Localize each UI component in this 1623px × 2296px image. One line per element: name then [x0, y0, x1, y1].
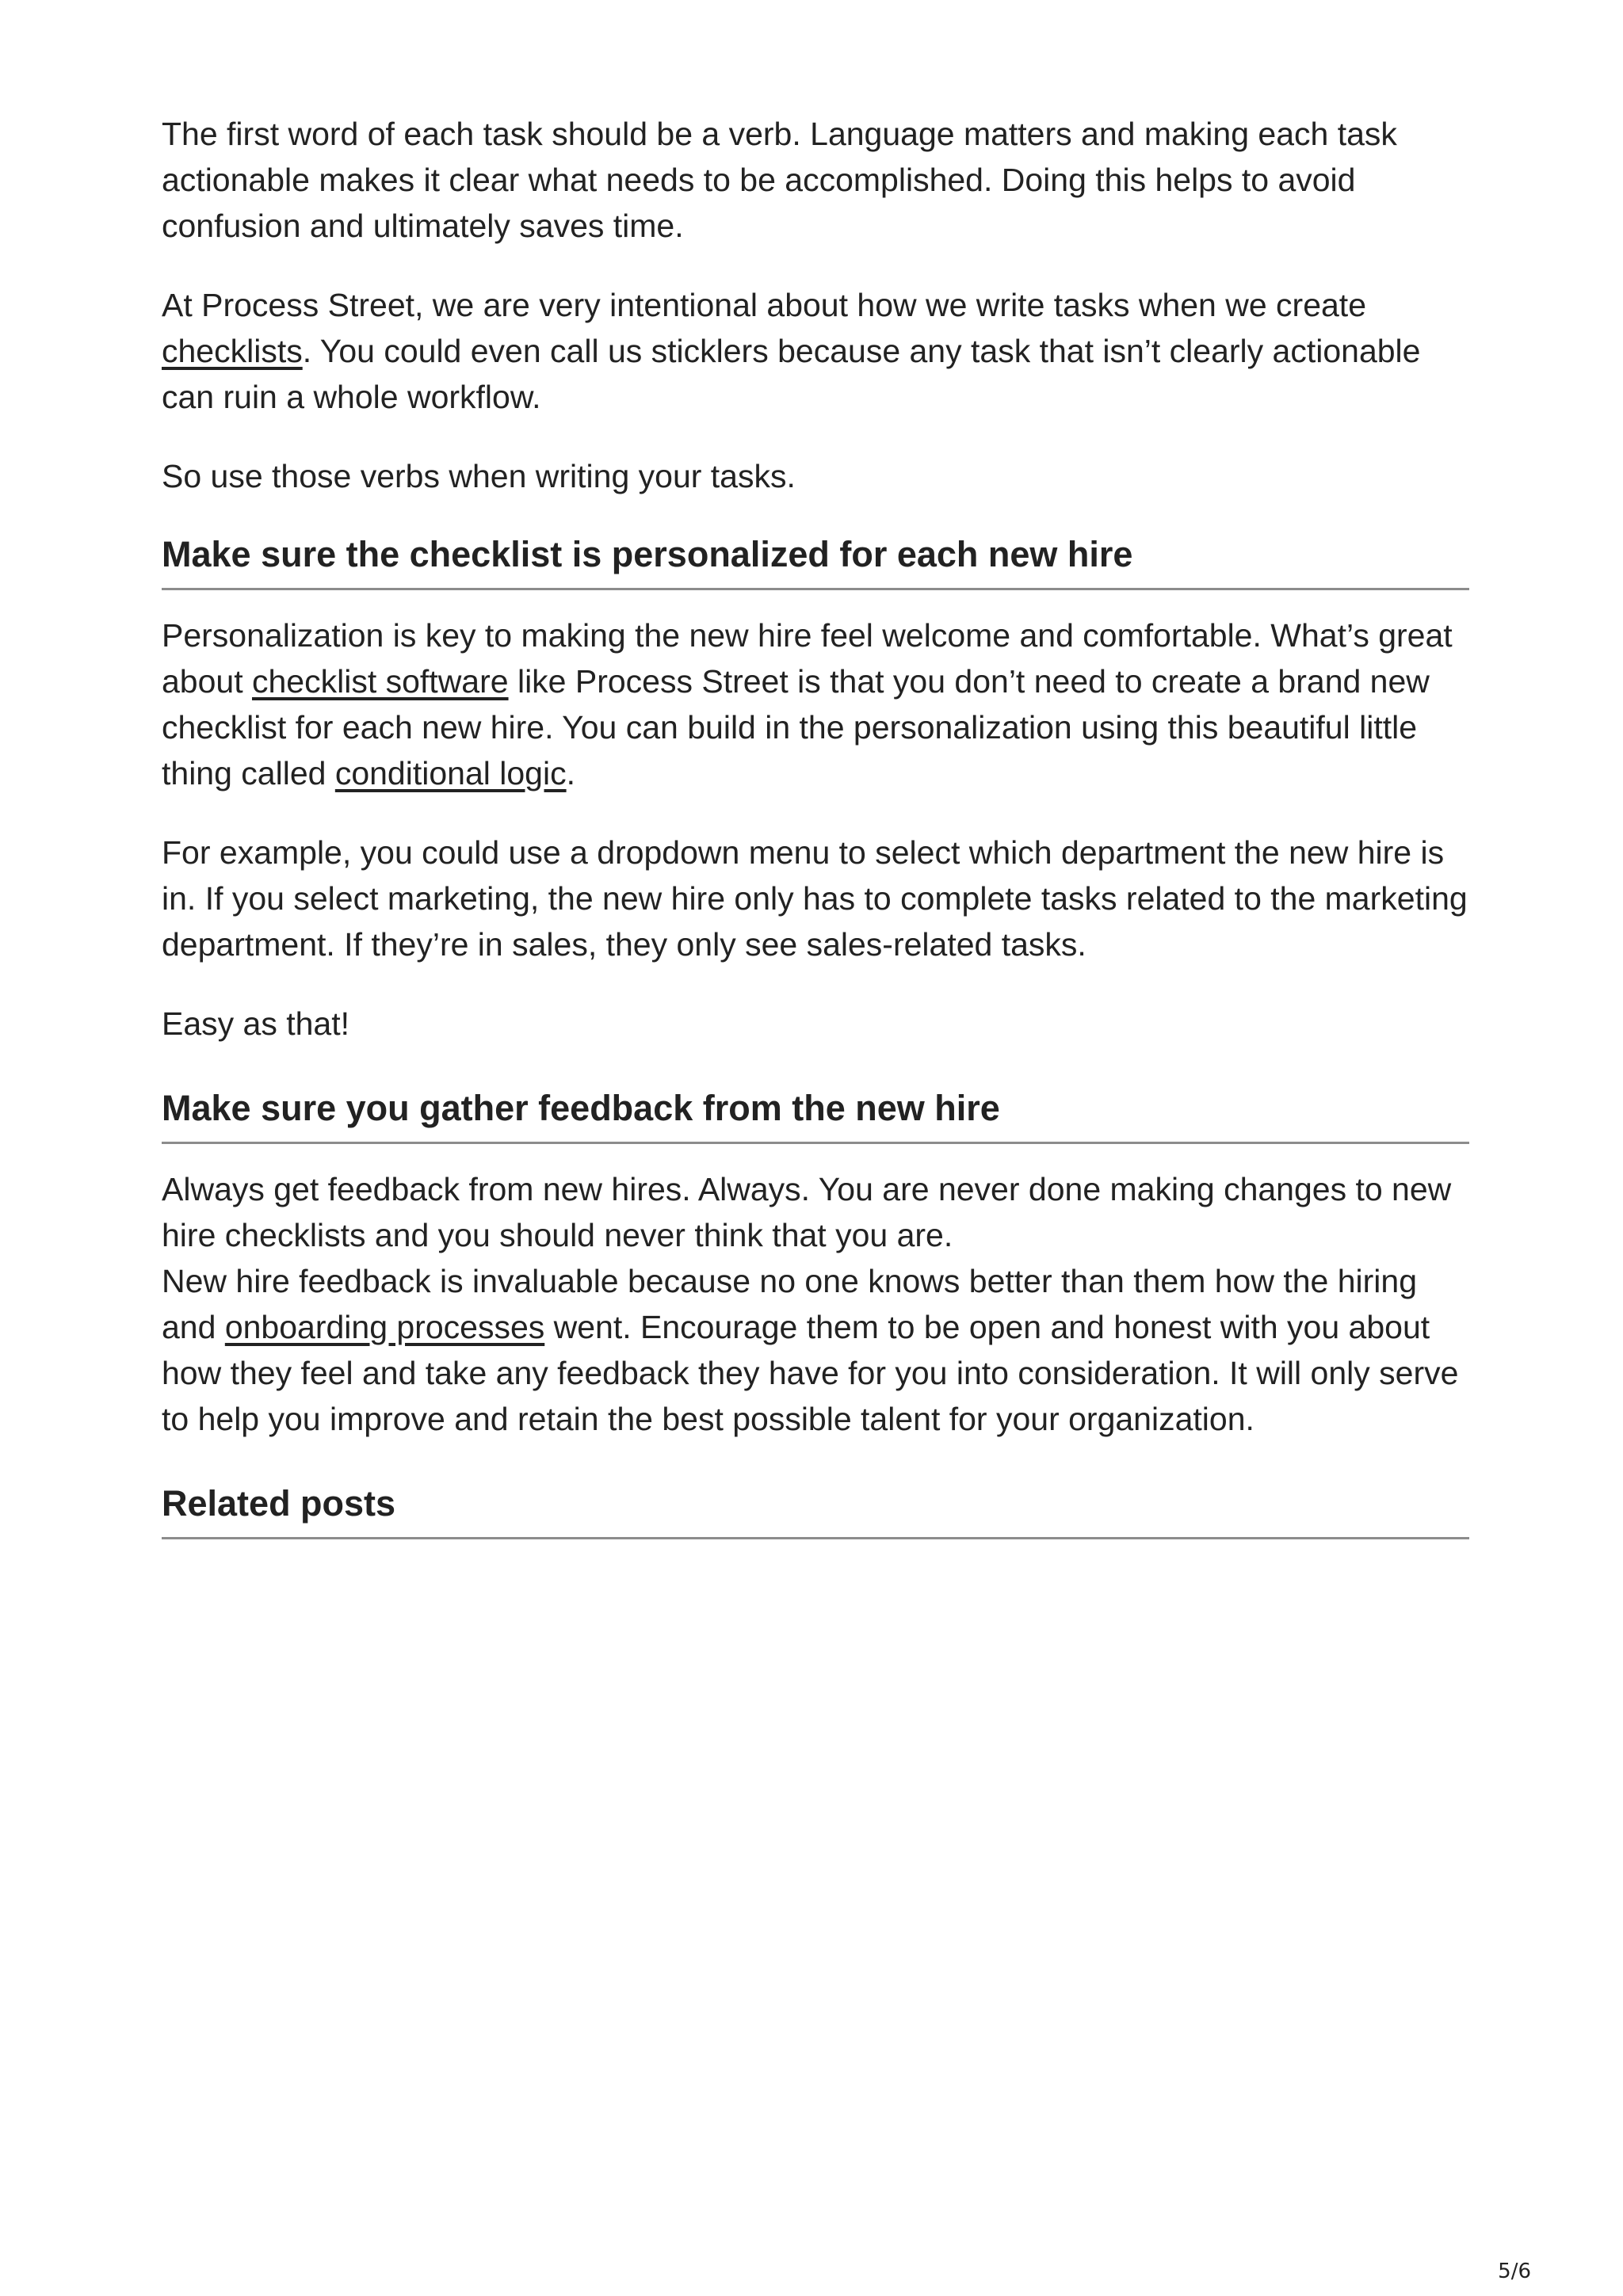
related-posts-heading: Related posts	[162, 1482, 1469, 1539]
checklists-link[interactable]: checklists	[162, 333, 303, 369]
feedback-heading: Make sure you gather feedback from the new hire	[162, 1086, 1469, 1144]
intro-paragraph-3: So use those verbs when writing your tasks.	[162, 458, 796, 494]
personalized-paragraph-1: Personalization is key to making the new hire feel welcome and comfortable. What’s great about checklist software like Process Street is that you don’t need to create a brand new checklist for each new hire. You can build in the personalization using this beautiful little thing called conditional logic.	[162, 617, 1453, 791]
personalized-heading: Make sure the checklist is personalized for each new hire	[162, 532, 1469, 590]
feedback-paragraph-2: New hire feedback is invaluable because no one knows better than them how the hiring and onboarding processes went. Encourage them to be open and honest with you about how they feel and take any feedback they have for you into consideration. It will only serve to help you improve and retain the best possible talent for your organization.	[162, 1263, 1459, 1437]
personalized-paragraph-3: Easy as that!	[162, 1005, 350, 1042]
intro-paragraph-2: At Process Street, we are very intentional about how we write tasks when we create checklists. You could even call us sticklers because any task that isn’t clearly actionable can ruin a whole workflow.	[162, 287, 1421, 415]
personalized-paragraph-2: For example, you could use a dropdown menu to select which department the new hire is in. If you select marketing, the new hire only has to complete tasks related to the marketing department. If they’re in sales, they only see sales-related tasks.	[162, 834, 1468, 963]
checklist-software-link[interactable]: checklist software	[252, 663, 509, 700]
onboarding-processes-link[interactable]: onboarding processes	[224, 1309, 545, 1345]
article-body	[162, 111, 1469, 1562]
feedback-paragraph-1: Always get feedback from new hires. Always. You are never done making changes to new hire checklists and you should never think that you are.	[162, 1171, 1452, 1253]
conditional-logic-link[interactable]: conditional logic	[334, 755, 567, 791]
page-number: 5/6	[1498, 2260, 1531, 2283]
intro-paragraph-1: The first word of each task should be a verb. Language matters and making each task actionable makes it clear what needs to be accomplished. Doing this helps to avoid confusion and ultimately saves time.	[162, 116, 1397, 244]
